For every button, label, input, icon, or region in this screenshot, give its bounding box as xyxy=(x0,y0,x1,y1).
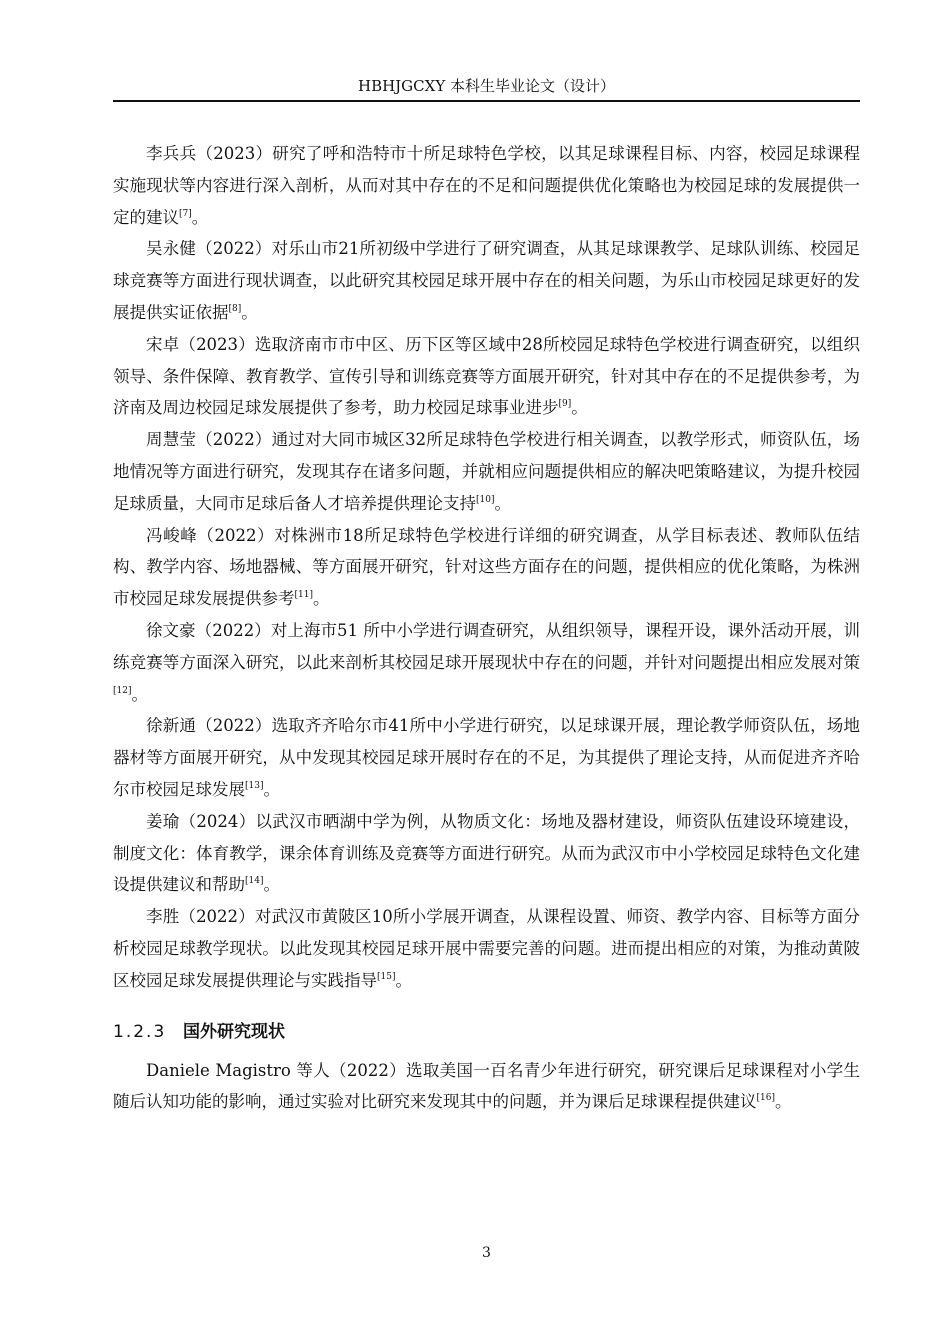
paragraph-text: 吴永健（2022）对乐山市21所初级中学进行了研究调查，从其足球课教学、足球队训练、校园足球竞赛等方面进行现状调查，以此研究其校园足球开展中存在的相关问题，为乐山市校园足球更好的发展提供实证依据 xyxy=(113,239,860,322)
paragraph-14 xyxy=(113,806,860,901)
paragraph-end: 。 xyxy=(263,779,280,799)
header-rule xyxy=(113,100,860,102)
citation-ref: [15] xyxy=(377,971,396,982)
paragraph-end: 。 xyxy=(395,970,412,990)
paragraph-end: 。 xyxy=(312,589,330,609)
paragraph-text: 徐文豪（2022）对上海市51 所中小学进行调查研究，从组织领导，课程开设，课外活动开展，训练竞赛等方面深入研究，以此来剖析其校园足球开展现状中存在的问题，并针对问题提出相应发展对策 xyxy=(113,620,860,672)
citation-ref: [14] xyxy=(245,876,264,887)
paragraph-8 xyxy=(113,233,860,328)
paragraph-text: 姜瑜（2024）以武汉市晒湖中学为例，从物质文化：场地及器材建设，师资队伍建设环境建设，制度文化：体育教学，课余体育训练及竞赛等方面进行研究。从而为武汉市中小学校园足球特色文化建设提供建议和帮助 xyxy=(113,811,860,895)
citation-ref: [16] xyxy=(756,1093,775,1104)
paragraph-11 xyxy=(113,520,860,615)
paragraph-end: 。 xyxy=(241,302,258,322)
paragraph-text: 宋卓（2023）选取济南市市中区、历下区等区域中28所校园足球特色学校进行调查研究，以组织领导、条件保障、教育教学、宣传引导和训练竞赛等方面展开研究，针对其中存在的不足提供参考，为济南及周边校园足球发展提供了参考，助力校园足球事业进步 xyxy=(113,334,860,418)
paragraph-15 xyxy=(113,901,860,996)
document-body xyxy=(113,138,860,1118)
paragraph-end: 。 xyxy=(774,1092,792,1112)
citation-ref: [7] xyxy=(179,208,192,219)
paragraph-end: 。 xyxy=(191,207,209,227)
paragraph-12 xyxy=(113,615,860,710)
page-header: HBHJGCXY 本科生毕业论文（设计） xyxy=(357,77,615,95)
citation-ref: [12] xyxy=(113,685,132,696)
paragraph-text: 李胜（2022）对武汉市黄陂区10所小学展开调查，从课程设置、师资、教学内容、目标等方面分析校园足球教学现状。以此发现其校园足球开展中需要完善的问题。进而提出相应的对策，为推动黄陂区校园足球发展提供理论与实践指导 xyxy=(113,907,860,990)
citation-ref: [11] xyxy=(294,590,313,601)
paragraph-end: 。 xyxy=(131,684,148,704)
paragraph-13 xyxy=(113,710,860,805)
page-number: 3 xyxy=(482,1245,491,1261)
section-heading xyxy=(113,1017,860,1047)
section-number: 1.2.3 xyxy=(113,1021,167,1042)
citation-ref: [13] xyxy=(245,780,264,791)
paragraph-text: 冯峻峰（2022）对株洲市18所足球特色学校进行详细的研究调查，从学目标表述、教师队伍结构、教学内容、场地器械、等方面展开研究，针对这些方面存在的问题，提供相应的优化策略，为株洲市校园足球发展提供参考 xyxy=(113,525,860,609)
citation-ref: [8] xyxy=(228,303,242,314)
paragraph-text: 李兵兵（2023）研究了呼和浩特市十所足球特色学校，以其足球课程目标、内容，校园足球课程实施现状等内容进行深入剖析，从而对其中存在的不足和问题提供优化策略也为校园足球的发展提供一定的建议 xyxy=(113,144,860,227)
paragraph-text: Daniele Magistro 等人（2022）选取美国一百名青少年进行研究，研究课后足球课程对小学生随后认知功能的影响，通过实验对比研究来发现其中的问题，并为课后足球课程提供建议 xyxy=(113,1060,860,1112)
citation-ref: [9] xyxy=(558,399,572,410)
paragraph-text: 周慧莹（2022）通过对大同市城区32所足球特色学校进行相关调查，以教学形式，师资队伍，场地情况等方面进行研究，发现其存在诸多问题，并就相应问题提供相应的解决吧策略建议，为提升校园足球质量，大同市足球后备人才培养提供理论支持 xyxy=(113,430,860,513)
paragraph-end: 。 xyxy=(571,398,588,418)
paragraph-9 xyxy=(113,329,860,424)
citation-ref: [10] xyxy=(476,494,495,505)
paragraph-end: 。 xyxy=(494,493,511,513)
paragraph-16 xyxy=(113,1055,860,1119)
paragraph-7 xyxy=(113,138,860,233)
paragraph-end: 。 xyxy=(263,875,280,895)
paragraph-text: 徐新通（2022）选取齐齐哈尔市41所中小学进行研究，以足球课开展，理论教学师资队伍，场地器材等方面展开研究，从中发现其校园足球开展时存在的不足，为其提供了理论支持，从而促进齐齐哈尔市校园足球发展 xyxy=(113,716,860,799)
paragraph-10 xyxy=(113,424,860,519)
section-title: 国外研究现状 xyxy=(183,1021,285,1042)
